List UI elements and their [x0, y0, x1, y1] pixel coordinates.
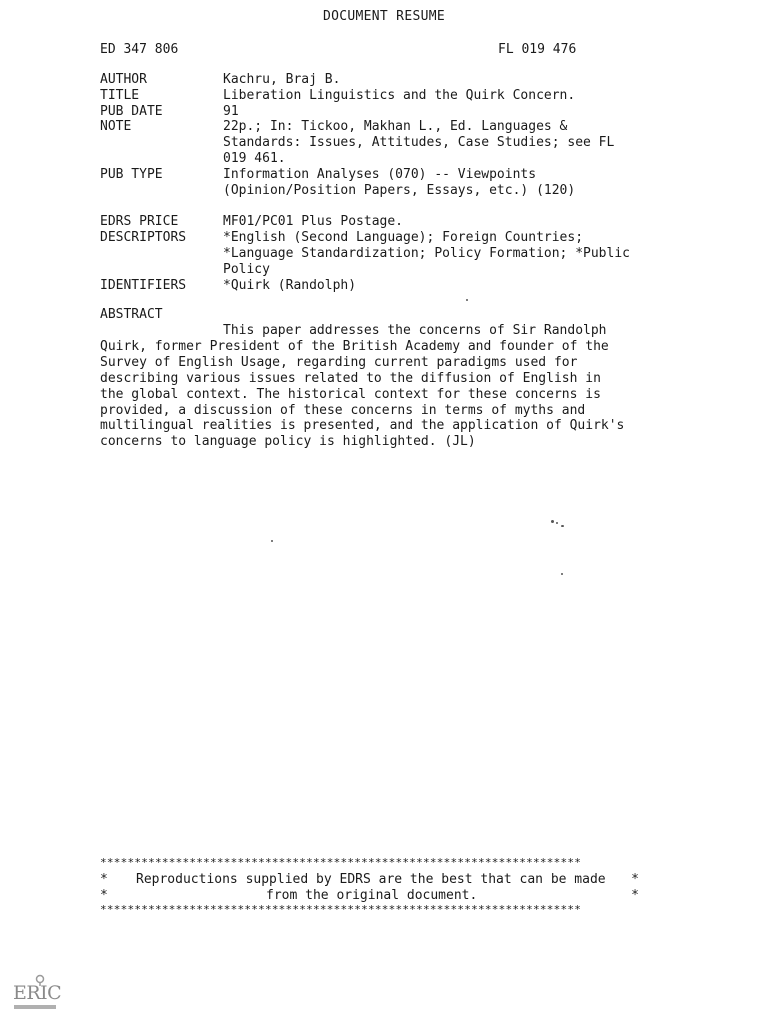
field-label: AUTHOR	[100, 72, 147, 87]
border-star: *	[100, 872, 108, 887]
abstract-label: ABSTRACT	[100, 307, 163, 322]
field-label: EDRS PRICE	[100, 214, 179, 230]
scan-speck	[551, 520, 554, 523]
ed-number: ED 347 806	[100, 42, 179, 57]
field-note	[100, 119, 640, 166]
field-value: Information Analyses (070) -- Viewpoints (Opinion/Position Papers, Essays, etc.) (120)	[223, 166, 576, 198]
field-value: Kachru, Braj B.	[223, 72, 341, 87]
abstract-text: This paper addresses the concerns of Sir Randolph Quirk, former President of the British Academy and founder of the Survey of English Usage, regarding current paradigms used for describing various issues related to the diffusion of English in the global context. The historical context for these concerns is provided, a discussion of these concerns in terms of myths and multilingual realities is presented, and the application of Quirk's concerns to language policy is highlighted. (JL)	[100, 323, 625, 450]
field-value: MF01/PC01 Plus Postage.	[223, 214, 404, 230]
eric-logo-text: ERIC	[13, 982, 62, 1004]
border-star: *	[100, 887, 108, 903]
field-value: 91	[223, 103, 239, 119]
field-value: *English (Second Language); Foreign Countries; *Language Standardization; Policy Formation; *Public Policy	[223, 230, 630, 277]
field-pub-date	[100, 104, 640, 120]
field-label: PUB TYPE	[100, 166, 163, 182]
field-label: DESCRIPTORS	[100, 230, 187, 246]
scan-speck	[556, 522, 558, 524]
field-title	[100, 88, 640, 104]
field-value: *Quirk (Randolph)	[223, 277, 357, 293]
eric-logo-underline	[14, 1005, 56, 1009]
scan-speck	[561, 573, 563, 575]
border-star: *	[631, 887, 639, 903]
border-star: *	[631, 872, 639, 887]
reproduction-notice	[100, 872, 645, 904]
field-author	[100, 72, 640, 88]
field-pub-type	[100, 167, 640, 199]
document-title: DOCUMENT RESUME	[323, 9, 445, 24]
reproduction-border-top: **********************************************************************	[100, 857, 582, 868]
scan-speck	[561, 525, 564, 527]
field-value: 22p.; In: Tickoo, Makhan L., Ed. Languages & Standards: Issues, Attitudes, Case Studies; see FL 019 461.	[223, 119, 615, 166]
reproduction-border-bottom: **********************************************************************	[100, 904, 582, 915]
reproduction-line-1: Reproductions supplied by EDRS are the best that can be made	[136, 872, 606, 887]
field-value: Liberation Linguistics and the Quirk Concern.	[223, 87, 576, 103]
scan-speck	[466, 299, 468, 301]
field-label: NOTE	[100, 119, 132, 135]
field-identifiers	[100, 278, 640, 294]
field-label: TITLE	[100, 87, 140, 103]
field-label: PUB DATE	[100, 103, 163, 119]
reproduction-line-2: from the original document.	[266, 887, 478, 903]
metadata-fields	[100, 72, 640, 293]
fl-number: FL 019 476	[498, 42, 577, 57]
scan-speck	[271, 540, 273, 542]
field-label: IDENTIFIERS	[100, 277, 187, 293]
field-descriptors	[100, 230, 640, 277]
field-edrs-price	[100, 214, 640, 230]
